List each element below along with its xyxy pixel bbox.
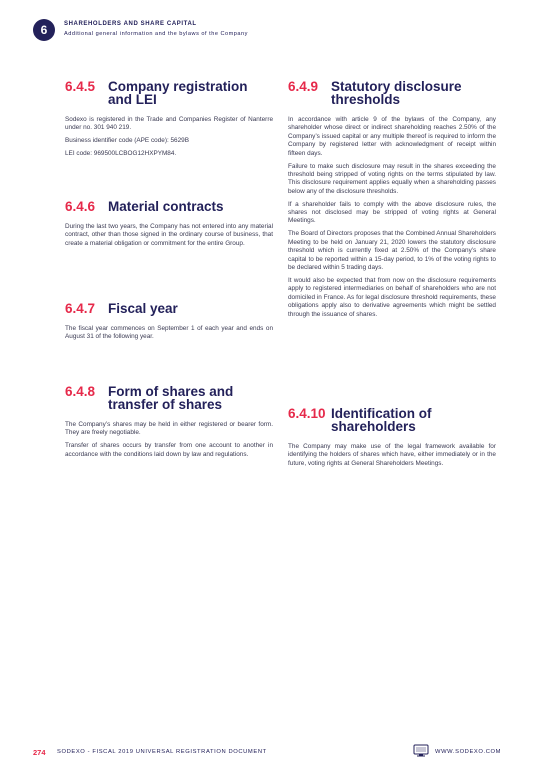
paragraph: In accordance with article 9 of the bylaws of the Company, any shareholder whose direct or indirect shareholding reaches 2.50% of the Company’s issued capital or any multiple thereof is required to inform the Company by registered letter with acknowledgment of receipt within fifteen days.: [288, 116, 496, 157]
paragraph: During the last two years, the Company has not entered into any material contract, other than those signed in the ordinary course of business, that create a material obligation or commitment for the entire Group.: [65, 223, 273, 247]
section-6-4-9: [288, 80, 496, 323]
website-link[interactable]: WWW.SODEXO.COM: [435, 749, 502, 755]
section-title: Fiscal year: [108, 301, 178, 316]
page-number: 274: [33, 748, 46, 757]
section-number: 6.4.5: [65, 79, 96, 94]
section-6-4-10: [288, 407, 496, 473]
paragraph: Failure to make such disclosure may result in the shares exceeding the threshold being stripped of voting rights on the terms stipulated by law. This disclosure requirement applies equally when a shareholding passes below any of the disclosure thresholds.: [288, 162, 496, 195]
paragraph: Sodexo is registered in the Trade and Companies Register of Nanterre under no. 301 940 219.: [65, 116, 273, 132]
section-heading: [288, 407, 496, 433]
section-number: 6.4.6: [65, 199, 96, 214]
section-6-4-5: [65, 80, 273, 163]
section-6-4-7: [65, 302, 273, 346]
section-number: 6.4.8: [65, 384, 96, 399]
section-heading: [65, 200, 273, 213]
paragraph: If a shareholder fails to comply with the above disclosure rules, the shares not disclosed may be stripped of voting rights at General Meetings.: [288, 200, 496, 225]
section-title: Statutory disclosure thresholds: [331, 79, 462, 107]
section-heading: [65, 80, 273, 106]
paragraph: Business identifier code (APE code): 5629B: [65, 137, 189, 145]
section-title: Material contracts: [108, 199, 224, 214]
section-heading: [288, 80, 496, 106]
paragraph: The fiscal year commences on September 1 of each year and ends on August 31 of the following year.: [65, 325, 273, 341]
section-6-4-6: [65, 200, 273, 253]
paragraph: The Board of Directors proposes that the Combined Annual Shareholders Meeting to be held on January 21, 2020 lowers the statutory disclosure threshold which is currently fixed at 2.50% of the Company’s share capital to be reported within a 15-day period, to 1% of the voting rights to be declared within 5 trading days.: [288, 230, 496, 271]
section-heading: [65, 302, 273, 315]
header-subtitle: Additional general information and the bylaws of the Company: [64, 31, 248, 37]
paragraph: The Company may make use of the legal framework available for identifying the holders of shares which have, either immediately or in the future, voting rights at General Shareholders Meetings.: [288, 443, 496, 467]
chapter-badge: 6: [33, 19, 55, 41]
section-6-4-8: [65, 385, 273, 464]
paragraph: The Company’s shares may be held in either registered or bearer form. They are freely negotiable.: [65, 421, 273, 437]
section-title: Identification of shareholders: [331, 406, 432, 434]
section-heading: [65, 385, 273, 411]
section-title: Form of shares and transfer of shares: [108, 384, 234, 412]
computer-icon: [413, 744, 429, 762]
section-number: 6.4.9: [288, 79, 319, 94]
paragraph: LEI code: 969500LCBOG12HXPYM84.: [65, 150, 177, 158]
section-number: 6.4.10: [288, 406, 326, 421]
section-number: 6.4.7: [65, 301, 96, 316]
footer-document-title: SODEXO - FISCAL 2019 UNIVERSAL REGISTRATION DOCUMENT: [57, 749, 267, 755]
paragraph: Transfer of shares occurs by transfer from one account to another in accordance with the conditions laid down by law and regulations.: [65, 442, 273, 458]
paragraph: It would also be expected that from now on the disclosure requirements apply to registered intermediaries on behalf of shareholders who are not domiciled in France. As for legal disclosure threshold requirements, these obligations apply also to derivative agreements which might be settled through the issuance of shares.: [288, 276, 496, 318]
section-title: Company registration and LEI: [108, 79, 248, 107]
header-title: SHAREHOLDERS AND SHARE CAPITAL: [64, 21, 197, 27]
